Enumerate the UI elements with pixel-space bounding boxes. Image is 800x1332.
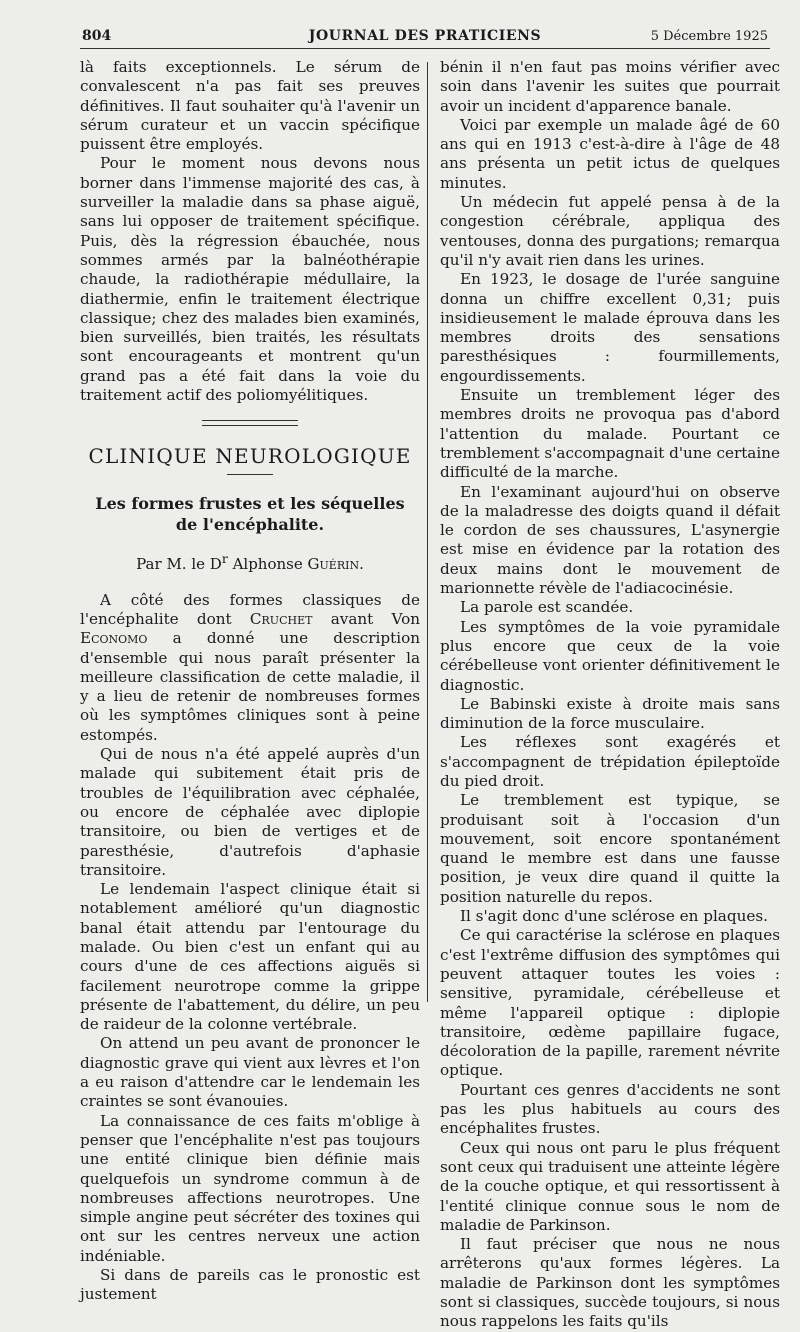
article-title-line: Les formes frustes et les séquelles	[95, 494, 405, 514]
section-title: CLINIQUE NEUROLOGIQUE	[88, 444, 412, 469]
paragraph	[80, 591, 420, 745]
article-title	[80, 493, 420, 535]
issue-date: 5 Décembre 1925	[650, 29, 768, 44]
paragraph: Un médecin fut appelé pensa à de la congestion cérébrale, appliqua des ventouses, donna des purgations; remarqua qu'il n'y avait rien dans les urines.	[440, 193, 780, 269]
page-header	[80, 26, 770, 49]
paragraph: Pourtant ces genres d'accidents ne sont pas les plus habituels au cours des encéphalites frustes.	[440, 1080, 780, 1138]
byline-firstname: Alphonse	[232, 555, 303, 574]
paragraph: Le lendemain l'aspect clinique était si notablement amélioré qu'un diagnostic banal était attendu par l'entourage du malade. Ou bien c'est un enfant qui au cours d'une de ces affections aiguës si facilement neurotrope comme la grippe présente de l'abattement, du délire, un peu de raideur de la colonne vertébrale.	[80, 880, 420, 1034]
paragraph: Il s'agit donc d'une sclérose en plaques.	[460, 907, 768, 926]
journal-title: JOURNAL DES PRATICIENS	[308, 28, 542, 44]
byline	[80, 549, 420, 574]
paragraph: Les réflexes sont exagérés et s'accompagnent de trépidation épileptoïde du pied droit.	[440, 733, 780, 790]
paragraph: Si dans de pareils cas le pronostic est justement	[80, 1266, 420, 1304]
author-surname: Guérin.	[307, 555, 364, 574]
paragraph: On attend un peu avant de prononcer le diagnostic grave qui vient aux lèvres et l'on a eu raison d'attendre car le lendemain les craintes se sont évanouies.	[80, 1034, 420, 1111]
author-name: Cruchet	[249, 609, 313, 628]
text-span: A côté des formes classiques de l'encéphalite dont	[80, 590, 420, 628]
paragraph: Qui de nous n'a été appelé auprès d'un malade qui subitement était pris de troubles de l'équilibration avec céphalée, ou encore de céphalée avec diplopie transitoire, ou bien de vertiges et de paresthésie, d'autrefois d'aphasie transitoire.	[80, 745, 420, 879]
column-divider	[427, 62, 428, 1002]
text-span: a donné une description d'ensemble qui nous paraît présenter la meilleure classification de cette maladie, il y a lieu de retenir de nombreuses formes où les symptômes cliniques sont à peine estompés.	[80, 629, 420, 744]
paragraph: Ceux qui nous ont paru le plus fréquent sont ceux qui traduisent une atteinte légère de la couche optique, et qui ressortissent à l'entité clinique connue sous le nom de maladie de Parkinson.	[440, 1138, 780, 1234]
paragraph: Les symptômes de la voie pyramidale plus encore que ceux de la voie cérébelleuse vont orienter définitivement le diagnostic.	[440, 617, 780, 694]
paragraph: Le tremblement est typique, se produisant soit à l'occasion d'un mouvement, soit encore spontanément quand le membre est dans une fausse position, je veux dire quand il quitte la position naturelle du repos.	[440, 791, 780, 906]
paragraph: Voici par exemple un malade âgé de 60 ans qui en 1913 c'est-à-dire à l'âge de 48 ans présenta un petit ictus de quelques minutes.	[440, 115, 780, 192]
paragraph: En l'examinant aujourd'hui on observe de la maladresse des doigts quand il défait le cordon de ses chaussures, L'asynergie est mise en évidence par la rotation des deux mains dont le mouvement de marionnette révèle de l'adiacocinésie.	[440, 482, 780, 598]
double-rule	[202, 420, 298, 426]
paragraph: La connaissance de ces faits m'oblige à penser que l'encéphalite n'est pas toujours une entité clinique bien définie mais quelquefois un syndrome commun à de nombreuses affections neurotropes. Une simple angine peut sécréter des toxines qui ont sur les centres nerveux une action indéniable.	[80, 1111, 420, 1265]
byline-sup: r	[221, 551, 228, 567]
paragraph: Le Babinski existe à droite mais sans diminution de la force musculaire.	[440, 694, 780, 733]
paragraph: Ensuite un tremblement léger des membres droits ne provoqua pas d'abord l'attention du malade. Pourtant ce tremblement s'accompagnait d'une certaine difficulté de la marche.	[440, 386, 780, 482]
page-number: 804	[82, 28, 112, 44]
short-rule	[227, 474, 273, 475]
article-title-line: de l'encéphalite.	[175, 515, 325, 535]
paragraph: là faits exceptionnels. Le sérum de convalescent n'a pas fait ses preuves définitives. Il faut souhaiter qu'à l'avenir un sérum curateur et un vaccin spécifique puissent être employés.	[80, 58, 420, 154]
left-column	[80, 58, 420, 1304]
right-column	[440, 58, 780, 1331]
paragraph: Ce qui caractérise la sclérose en plaques c'est l'extrême diffusion des symptômes qui peuvent attaquer toutes les voies : sensitive, pyramidale, cérébelleuse et même l'appareil optique : diplopie transitoire, œdème papillaire fugace, décoloration de la papille, rarement névrite optique.	[440, 926, 780, 1080]
paragraph: La parole est scandée.	[460, 598, 634, 617]
text-span: avant Von	[330, 609, 420, 628]
author-name: Economo	[80, 629, 148, 648]
byline-prefix: Par M. le D	[136, 555, 222, 574]
paragraph: bénin il n'en faut pas moins vérifier avec soin dans l'avenir les suites que pourrait avoir un incident d'apparence banale.	[440, 58, 780, 115]
paragraph: Pour le moment nous devons nous borner dans l'immense majorité des cas, à surveiller la maladie dans sa phase aiguë, sans lui opposer de traitement spécifique. Puis, dès la régression ébauchée, nous sommes armés par la balnéothérapie chaude, la radiothérapie médullaire, la diathermie, enfin le traitement électrique classique; chez des malades bien examinés, bien surveillés, bien traités, les résultats sont encourageants et montrent qu'un grand pas a été fait dans la voie du traitement actif des poliomyélitiques.	[80, 154, 420, 405]
paragraph: Il faut préciser que nous ne nous arrêterons qu'aux formes légères. La maladie de Parkinson dont les symptômes sont si classiques, succède toujours, si nous nous rappelons les faits qu'ils	[440, 1235, 780, 1331]
paragraph: En 1923, le dosage de l'urée sanguine donna un chiffre excellent 0,31; puis insidieusement le malade éprouva dans les membres droits des sensations paresthésiques : fourmillements, engourdissements.	[440, 270, 780, 385]
